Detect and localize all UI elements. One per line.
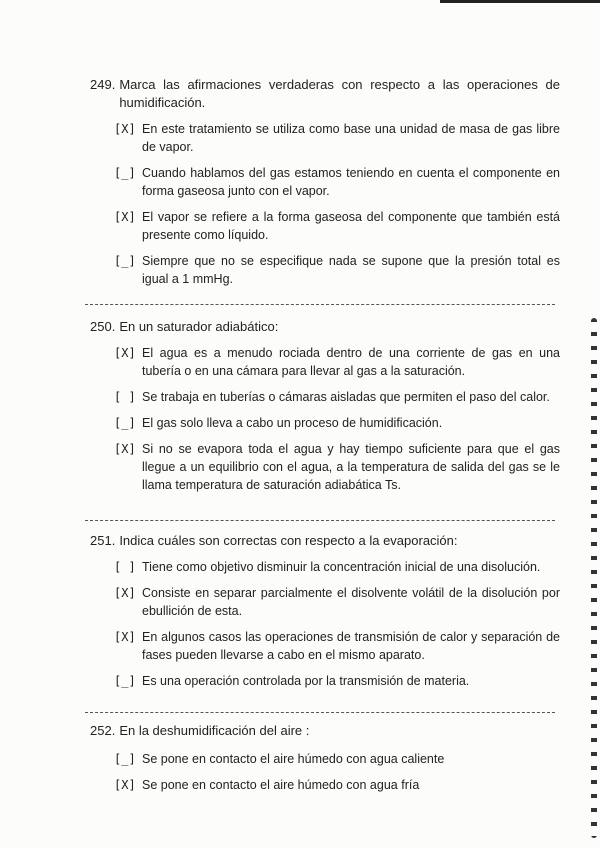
option-item	[114, 120, 560, 156]
answer-checkbox[interactable]: [X]	[114, 346, 136, 360]
answer-checkbox[interactable]: [X]	[114, 442, 136, 456]
option-item	[114, 672, 560, 690]
question-number: 249.	[90, 77, 116, 92]
answer-checkbox[interactable]: [X]	[114, 778, 136, 792]
answer-checkbox[interactable]: [_]	[114, 254, 136, 268]
option-item	[114, 628, 560, 664]
option-text: Cuando hablamos del gas estamos teniendo en cuenta el componente en forma gaseosa junto con el vapor.	[142, 166, 560, 198]
option-text: El gas solo lleva a cabo un proceso de humidificación.	[142, 416, 443, 430]
answer-checkbox[interactable]: [_]	[114, 752, 136, 766]
option-item	[114, 440, 560, 494]
option-item	[114, 344, 560, 380]
answer-checkbox[interactable]: [X]	[114, 630, 136, 644]
option-item	[114, 558, 560, 576]
option-text: Se trabaja en tuberías o cámaras aisladas que permiten el paso del calor.	[142, 390, 550, 404]
option-item	[114, 164, 560, 200]
question-251	[90, 532, 560, 690]
question-number: 250.	[90, 319, 116, 334]
option-item	[114, 252, 560, 288]
section-divider	[85, 304, 555, 305]
option-text: El agua es a menudo rociada dentro de una corriente de gas en una tubería o en una cámara para llevar al gas a la saturación.	[142, 346, 560, 378]
question-number: 251.	[90, 533, 116, 548]
answer-checkbox[interactable]: [X]	[114, 122, 136, 136]
section-divider	[85, 520, 555, 521]
option-text: Se pone en contacto el aire húmedo con agua caliente	[142, 752, 445, 766]
answer-checkbox[interactable]: [X]	[114, 210, 136, 224]
answer-checkbox[interactable]: [_]	[114, 416, 136, 430]
answer-checkbox[interactable]: [ ]	[114, 560, 136, 574]
option-text: Siempre que no se especifique nada se supone que la presión total es igual a 1 mmHg.	[142, 254, 560, 286]
spiral-binding	[591, 318, 597, 838]
option-text: Tiene como objetivo disminuir la concentración inicial de una disolución.	[142, 560, 541, 574]
question-249	[90, 76, 560, 288]
question-text: Marca las afirmaciones verdaderas con respecto a las operaciones de humidificación.	[119, 77, 560, 110]
question-252	[90, 722, 560, 794]
section-divider	[85, 712, 555, 713]
answer-checkbox[interactable]: [X]	[114, 586, 136, 600]
answer-checkbox[interactable]: [ ]	[114, 390, 136, 404]
question-text: Indica cuáles son correctas con respecto a la evaporación:	[119, 533, 458, 548]
option-item	[114, 388, 560, 406]
option-item	[114, 584, 560, 620]
option-text: Se pone en contacto el aire húmedo con agua fría	[142, 778, 420, 792]
option-text: Consiste en separar parcialmente el disolvente volátil de la disolución por ebullición de esta.	[142, 586, 560, 618]
question-text: En un saturador adiabático:	[119, 319, 279, 334]
option-text: Si no se evapora toda el agua y hay tiempo suficiente para que el gas llegue a un equilibrio con el agua, a la temperatura de salida del gas se le llama temperatura de saturación adiabática Ts.	[142, 442, 560, 492]
question-250	[90, 318, 560, 494]
option-item	[114, 776, 560, 794]
option-text: En algunos casos las operaciones de transmisión de calor y separación de fases pueden llevarse a cabo en el mismo aparato.	[142, 630, 560, 662]
question-number: 252.	[90, 723, 116, 738]
option-item	[114, 750, 560, 768]
option-text: El vapor se refiere a la forma gaseosa del componente que también está presente como líquido.	[142, 210, 560, 242]
option-item	[114, 414, 560, 432]
question-text: En la deshumidificación del aire :	[119, 723, 310, 738]
option-text: En este tratamiento se utiliza como base una unidad de masa de gas libre de vapor.	[142, 122, 560, 154]
top-edge-rule	[440, 0, 600, 3]
option-item	[114, 208, 560, 244]
option-text: Es una operación controlada por la transmisión de materia.	[142, 674, 470, 688]
answer-checkbox[interactable]: [_]	[114, 674, 136, 688]
answer-checkbox[interactable]: [_]	[114, 166, 136, 180]
